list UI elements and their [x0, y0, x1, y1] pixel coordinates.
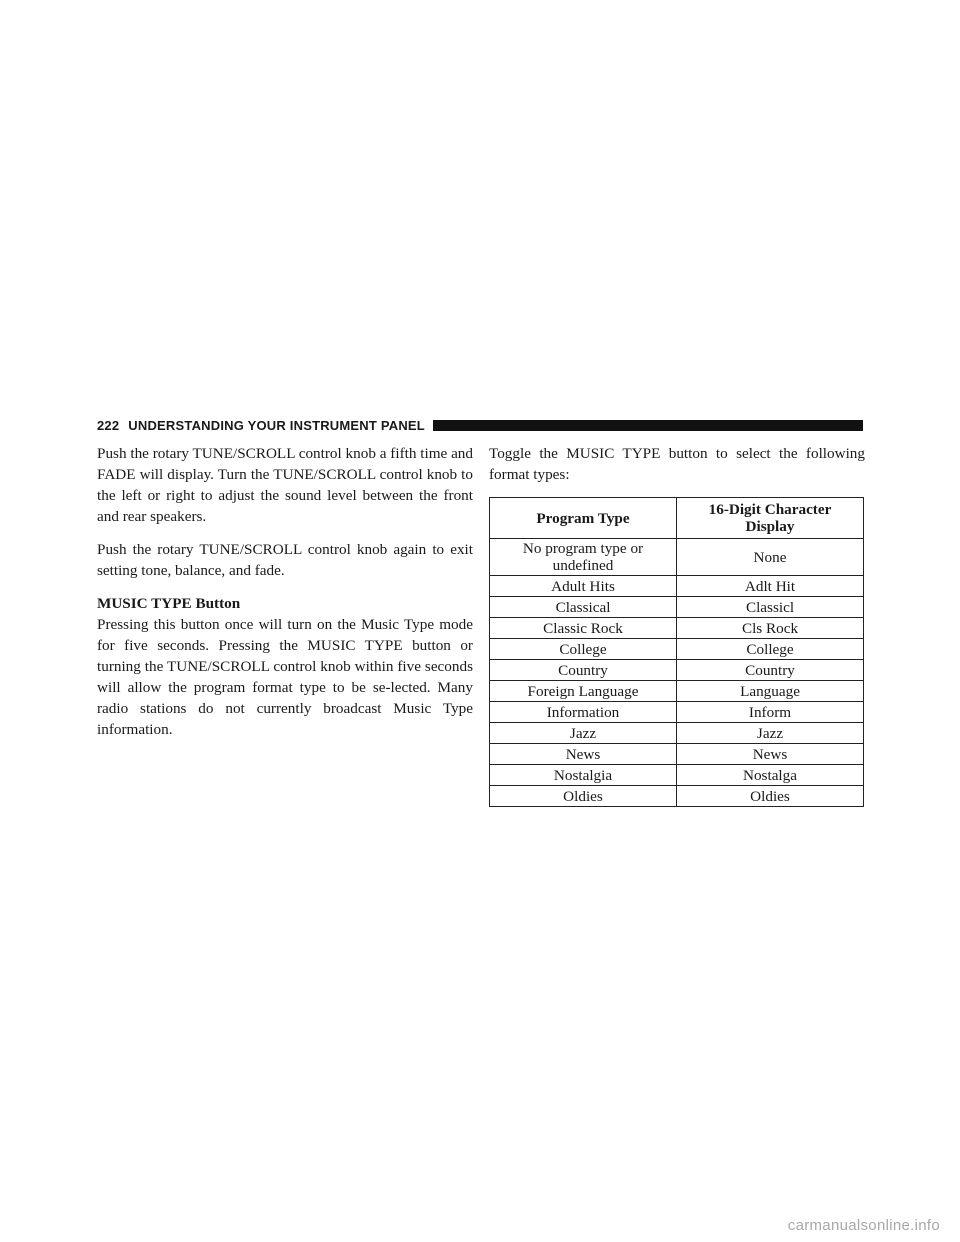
program-type-cell: Foreign Language: [490, 681, 677, 702]
watermark: carmanualsonline.info: [787, 1217, 940, 1234]
section-title: UNDERSTANDING YOUR INSTRUMENT PANEL: [128, 417, 425, 433]
table-row: [490, 618, 864, 639]
display-cell: News: [677, 744, 864, 765]
table-header-row: [490, 498, 864, 539]
page-header: [97, 418, 863, 432]
table-row: [490, 576, 864, 597]
display-cell: College: [677, 639, 864, 660]
page-number: 222: [97, 417, 120, 433]
display-cell: Cls Rock: [677, 618, 864, 639]
table-row: [490, 765, 864, 786]
display-cell: Nostalga: [677, 765, 864, 786]
display-cell: Language: [677, 681, 864, 702]
header-program-type: Program Type: [490, 498, 677, 539]
program-type-cell: Classic Rock: [490, 618, 677, 639]
left-column: [97, 443, 473, 752]
table-row: [490, 786, 864, 807]
display-cell: Inform: [677, 702, 864, 723]
display-cell: Adlt Hit: [677, 576, 864, 597]
table-intro: Toggle the MUSIC TYPE button to select the following format types:: [489, 445, 865, 483]
display-cell: None: [677, 539, 864, 576]
table-row: [490, 639, 864, 660]
program-type-cell: Oldies: [490, 786, 677, 807]
header-character-display: 16-Digit Character Display: [677, 498, 864, 539]
program-type-cell: Nostalgia: [490, 765, 677, 786]
header-rule-bar: [433, 420, 863, 431]
paragraph-exit-setting: Push the rotary TUNE/SCROLL control knob again to exit setting tone, balance, and fade.: [97, 541, 473, 579]
paragraph-fade: Push the rotary TUNE/SCROLL control knob a fifth time and FADE will display. Turn the TUNE/SCROLL control knob to the left or right to adjust the sound level between the front and rear speakers.: [97, 445, 473, 525]
program-type-cell: College: [490, 639, 677, 660]
display-cell: Jazz: [677, 723, 864, 744]
program-type-cell: Country: [490, 660, 677, 681]
table-row: [490, 539, 864, 576]
table-row: [490, 702, 864, 723]
program-type-cell: Adult Hits: [490, 576, 677, 597]
table-row: [490, 744, 864, 765]
table-row: [490, 723, 864, 744]
music-type-heading: MUSIC TYPE Button: [97, 595, 241, 612]
right-column: [489, 443, 865, 807]
paragraph-music-type: Pressing this button once will turn on the Music Type mode for five seconds. Pressing the MUSIC TYPE button or turning the TUNE/SCROLL control knob within five seconds will allow the program format type to be se-lected. Many radio stations do not currently broadcast Music Type information.: [97, 616, 473, 738]
program-type-cell: Jazz: [490, 723, 677, 744]
program-type-cell: Information: [490, 702, 677, 723]
program-type-cell: News: [490, 744, 677, 765]
display-cell: Classicl: [677, 597, 864, 618]
table-row: [490, 597, 864, 618]
format-types-table: [489, 497, 864, 807]
table-row: [490, 681, 864, 702]
program-type-cell: No program type or undefined: [490, 539, 677, 576]
program-type-cell: Classical: [490, 597, 677, 618]
display-cell: Oldies: [677, 786, 864, 807]
display-cell: Country: [677, 660, 864, 681]
table-row: [490, 660, 864, 681]
